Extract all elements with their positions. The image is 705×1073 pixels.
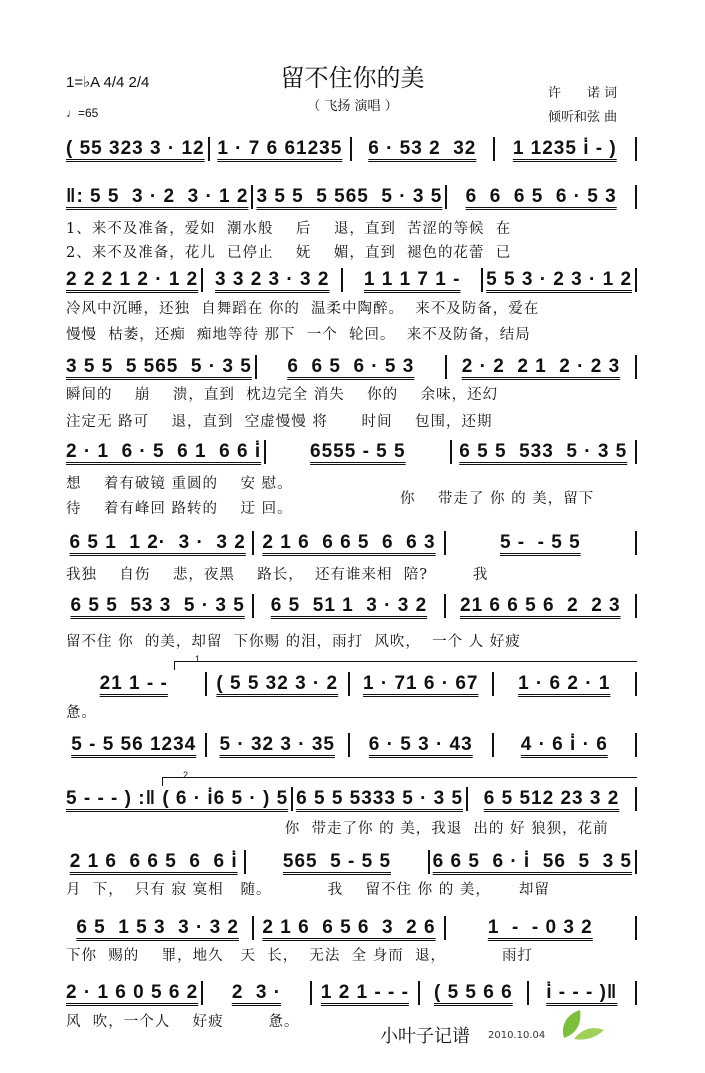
notation-system (66, 531, 640, 555)
barline (244, 850, 246, 874)
measure: 2 · 1 6 0 5 6 2 (66, 982, 199, 1003)
volta-1: 1 (174, 661, 637, 670)
singer: （ 飞扬 演唱 ） (307, 99, 398, 114)
measure: ‖: 5 5 3 · 2 3 · 1 2 (66, 186, 249, 207)
barline (492, 733, 494, 757)
lyric-line: 我独 自伤 悲，夜黑 路长， 还有谁来相 陪? 我 (66, 567, 489, 583)
measure: 2 1 6 6 6 5 6 6 3 (262, 532, 436, 553)
measure: 1 · 71 6 · 67 (363, 673, 479, 694)
measure: 2 2 2 1 2 · 1 2 (66, 269, 199, 290)
barline (251, 185, 253, 209)
lyric-line: 1、来不及准备，爱如 潮水般 后 退，直到 苦涩的等候 在 (66, 221, 512, 237)
lyric-line: 你 带走了你 的 美，我退 出的 好 狼狈，花前 (66, 821, 609, 837)
barline (252, 916, 254, 940)
measure: ( 55 323 3 · 12 (66, 138, 205, 159)
lyric-line: 想 着有破镜 重圆的 安 慰。 (66, 476, 293, 492)
notation-system (66, 672, 640, 696)
barline (481, 268, 483, 292)
notation-system (66, 594, 640, 618)
barline (201, 981, 203, 1005)
barline (444, 594, 446, 618)
lyric-line: 冷风中沉睡，还独 自舞蹈在 你的 温柔中陶醉。 来不及防备，爱在 (66, 301, 540, 317)
measure: 2 1 6 6 6 5 6 6 i̇ (69, 851, 238, 872)
composer: 倾听和弦 曲 (548, 110, 618, 125)
lyric-line: 惫。 (66, 705, 97, 721)
tempo: ♩=65 (66, 106, 99, 120)
lyric-line: 留不住 你 的美，却留 下你赐 的泪，雨打 风吹， 一个 人 好疲 (66, 634, 521, 650)
barline (635, 594, 637, 618)
lyric-line: 风 吹，一个人 好疲 惫。 (66, 1014, 300, 1030)
barline (255, 355, 257, 379)
measure: 2 · 1 6 · 5 6 1 6 6 i̇ (66, 441, 262, 462)
barline (635, 440, 637, 464)
key-signature: 1=♭A 4/4 2/4 (66, 74, 150, 91)
measure: 5 - - 5 5 (499, 532, 581, 553)
barline (291, 787, 293, 811)
notation-system (66, 355, 640, 379)
barline (208, 137, 210, 161)
measure: 6 5 5 533 5 · 3 5 (459, 441, 628, 462)
barline (445, 185, 447, 209)
barline (493, 137, 495, 161)
notation-system (66, 733, 640, 757)
measure: 3 5 5 5 565 5 · 3 5 (66, 356, 252, 377)
barline (444, 916, 446, 940)
measure: 1 2 1 - - - (320, 982, 409, 1003)
measure: 21 6 6 5 6 2 2 3 (460, 595, 621, 616)
barline (492, 672, 494, 696)
measure: 6 6 5 6 · 5 3 (287, 356, 415, 377)
measure: 1 1 1 7 1 - (363, 269, 461, 290)
leaf-logo (560, 1010, 605, 1044)
measure: 6555 - 5 5 (310, 441, 406, 462)
measure: 5 - 5 56 1234 (71, 734, 197, 755)
lyric-line: 下你 赐的 罪，地久 天 长， 无法 全 身而 退， 雨打 (66, 948, 534, 964)
notation-system (66, 981, 640, 1005)
lyric-line: 瞬间的 崩 溃，直到 枕边完全 消失 你的 余味，还幻 (66, 387, 499, 403)
barline (252, 531, 254, 555)
measure: 3 3 2 3 · 3 2 (215, 269, 330, 290)
barline (635, 733, 637, 757)
barline (348, 672, 350, 696)
barline (450, 440, 452, 464)
measure: 565 5 - 5 5 (282, 851, 392, 872)
measure: ( 5 5 32 3 · 2 (216, 673, 339, 694)
barline (635, 355, 637, 379)
measure: 5 · 32 3 · 35 (219, 734, 335, 755)
notation-system (66, 916, 640, 940)
barline (635, 787, 637, 811)
barline (205, 733, 207, 757)
barline (466, 787, 468, 811)
measure: 6 6 5 6 · i̇ 56 5 3 5 (432, 851, 632, 872)
measure: 21 1 - - (99, 673, 168, 694)
barline (252, 594, 254, 618)
barline (635, 981, 637, 1005)
measure: 6 · 53 2 32 (368, 138, 477, 159)
measure: 6 · 5 3 · 43 (368, 734, 473, 755)
barline (418, 981, 420, 1005)
measure: 5 - - - ) :‖ ( 6 · i̇6 5 · ) 5 (66, 788, 289, 809)
measure: 2 3 · (231, 982, 282, 1003)
measure: ( 5 5 6 6 (433, 982, 513, 1003)
notation-system (66, 185, 640, 209)
lyric-line: 注定无 路可 退，直到 空虚慢慢 将 时间 包围，还期 (66, 414, 493, 430)
barline (635, 916, 637, 940)
lyricist: 许 诺 词 (548, 86, 618, 101)
barline (348, 733, 350, 757)
measure: 6 5 512 23 3 2 (483, 788, 620, 809)
barline (310, 981, 312, 1005)
measure: 2 · 2 2 1 2 · 2 3 (461, 356, 621, 377)
barline (264, 440, 266, 464)
barline (201, 268, 203, 292)
measure: 6 5 51 1 3 · 3 2 (270, 595, 428, 616)
measure: 6 5 5 53 3 5 · 3 5 (70, 595, 245, 616)
barline (635, 268, 637, 292)
measure: 1 1235 i̇ - ) (512, 138, 617, 159)
lyric-line: 待 着有峰回 路转的 迂 回。 (66, 501, 293, 517)
barline (635, 531, 637, 555)
barline (205, 672, 207, 696)
notation-system (66, 137, 640, 161)
measure: 3 5 5 5 565 5 · 3 5 (256, 186, 443, 207)
measure: 6 5 1 5 3 3 · 3 2 (76, 917, 239, 938)
date: 2010.10.04 (488, 1030, 546, 1041)
measure: 6 5 1 1 2· 3 · 3 2 (69, 532, 246, 553)
notation-system (66, 787, 640, 811)
barline (428, 850, 430, 874)
notation-system (66, 850, 640, 874)
barline (635, 185, 637, 209)
barline (444, 531, 446, 555)
notation-system (66, 268, 640, 292)
barline (635, 137, 637, 161)
measure: 6 5 5 5333 5 · 3 5 (296, 788, 464, 809)
barline (350, 137, 352, 161)
volta-2: 2 (162, 777, 637, 786)
barline (445, 355, 447, 379)
signature: 小叶子记谱 (380, 1026, 470, 1047)
measure: 1 · 7 6 61235 (217, 138, 343, 159)
measure: 5 5 3 · 2 3 · 1 2 (486, 269, 633, 290)
barline (635, 850, 637, 874)
lyric-line: 慢慢 枯萎，还痴 痴地等待 那下 一个 轮回。 来不及防备，结局 (66, 327, 531, 343)
lyric-line: 2、来不及准备，花儿 已停止 妩 媚，直到 褪色的花蕾 已 (66, 245, 512, 261)
measure: 6 6 6 5 6 · 5 3 (465, 186, 617, 207)
barline (527, 981, 529, 1005)
measure: 1 · 6 2 · 1 (518, 673, 611, 694)
measure: 4 · 6 i̇ · 6 (520, 734, 608, 755)
song-title: 留不住你的美 (280, 64, 425, 92)
lyric-line: 月 下， 只有 寂 寞相 随。 我 留不住 你 的 美， 却留 (66, 882, 550, 898)
barline (635, 672, 637, 696)
measure: 2 1 6 6 5 6 3 2 6 (262, 917, 436, 938)
chorus-lyric: 你 带走了 你 的 美，留下 (400, 491, 595, 507)
barline (341, 268, 343, 292)
notation-system (66, 440, 640, 464)
measure: 1 - - 0 3 2 (487, 917, 593, 938)
measure: i̇ - - - )‖ (546, 982, 618, 1003)
